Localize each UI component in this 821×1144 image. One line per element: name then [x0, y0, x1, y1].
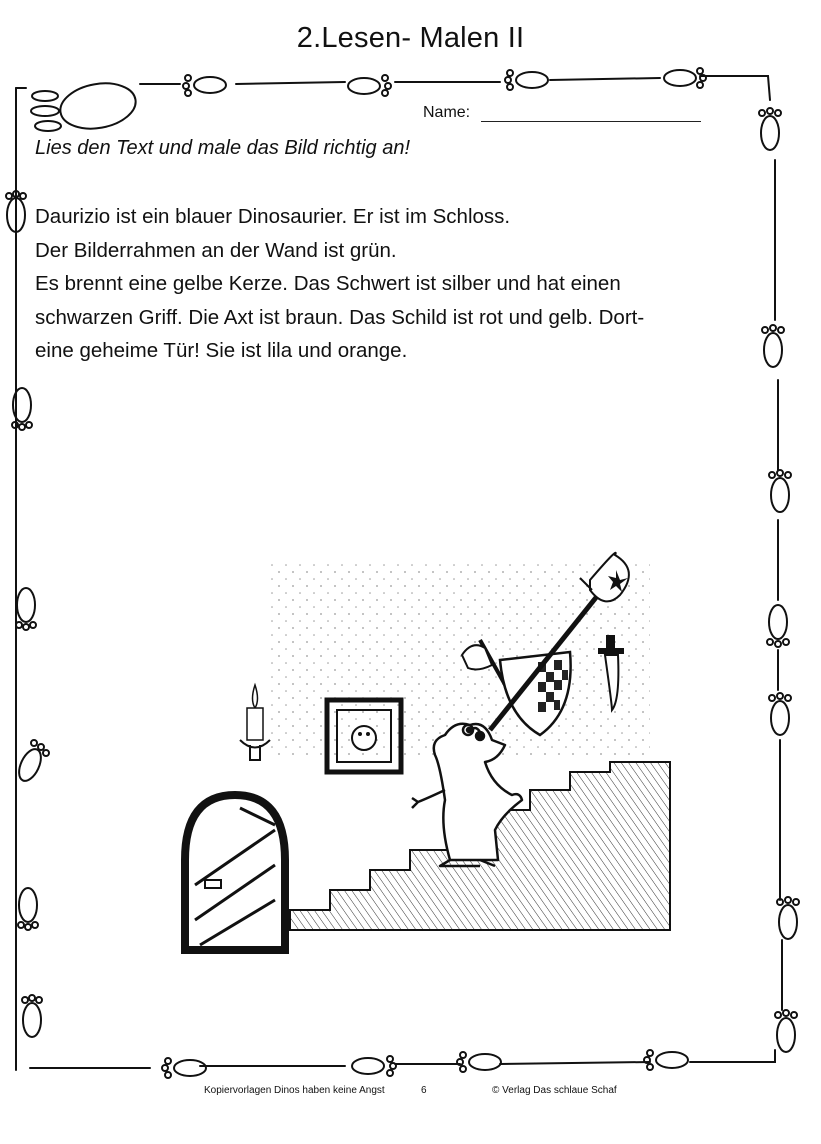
page-number: 6 [421, 1085, 427, 1096]
coloring-illustration[interactable] [150, 540, 690, 970]
secret-door [185, 795, 285, 950]
story-line: eine geheime Tür! Sie ist lila und orange. [35, 339, 408, 362]
name-field[interactable] [481, 121, 701, 122]
story-text [35, 200, 755, 368]
instruction-text: Lies den Text und male das Bild richtig an! [35, 137, 411, 159]
story-line: Der Bilderrahmen an der Wand ist grün. [35, 238, 397, 262]
story-line: schwarzen Griff. Die Axt ist braun. Das Schild ist rot und gelb. Dort- [35, 305, 645, 329]
story-line: Es brennt eine gelbe Kerze. Das Schwert ist silber und hat einen [35, 272, 621, 295]
candle [240, 685, 270, 760]
footer-publication: Kopiervorlagen Dinos haben keine Angst [204, 1085, 385, 1096]
name-label: Name: [423, 104, 471, 121]
page-title: 2.Lesen- Malen II [296, 22, 525, 54]
footer-publisher: © Verlag Das schlaue Schaf [492, 1085, 617, 1096]
story-line: Daurizio ist ein blauer Dinosaurier. Er ist im Schloss. [35, 205, 511, 228]
